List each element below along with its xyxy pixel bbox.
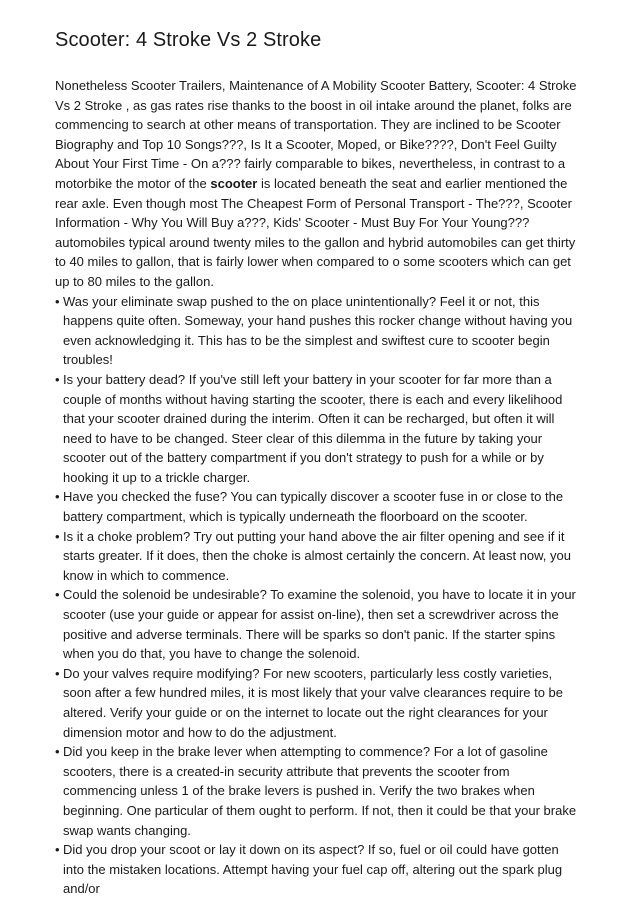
bullet-text: Did you keep in the brake lever when attempting to commence? For a lot of gasoline scooters, there is a created-in security attribute that prevents the scooter from commencing unless 1 of the brake levers is pushed in. Verify the two brakes when beginning. One particular of them ought to perform. If not, then it could be that your brake swap wants changing.	[63, 744, 577, 838]
intro-paragraph	[55, 76, 582, 292]
bullet-marker: •	[55, 528, 60, 544]
bullet-item	[55, 664, 582, 742]
bullet-marker: •	[55, 587, 60, 603]
intro-text-start: Nonetheless Scooter Trailers, Maintenance of A Mobility Scooter Battery, Scooter: 4 Stroke Vs 2 Stroke , as gas rates rise thanks to the boost in oil intake around the planet, folks are commencing to search at other means of transportation. They are inclined to be Scooter Biography and Top 10 Songs???, Is It a Scooter, Moped, or Bike????, Don't Feel Guilty About Your First Time - On a??? fairly comparable to bikes, nevertheless, in contrast to a motorbike the motor of the	[55, 78, 577, 191]
bullet-text: Do your valves require modifying? For new scooters, particularly less costly varieties, soon after a few hundred miles, it is most likely that your valve clearances require to be altered. Verify your guide or on the internet to locate out the right clearances for your dimension motor and how to do the adjustment.	[63, 665, 564, 740]
intro-bold-keyword: scooter	[210, 175, 258, 191]
document-title: Scooter: 4 Stroke Vs 2 Stroke	[55, 29, 322, 51]
bullet-item	[55, 487, 582, 526]
bullet-list	[55, 292, 582, 899]
bullet-marker: •	[55, 293, 60, 309]
bullet-text: Was your eliminate swap pushed to the on place unintentionally? Feel it or not, this happens quite often. Someway, your hand pushes this rocker change without having you even acknowledging it. This has to be the simplest and swiftest cure to scooter begin troubles!	[63, 293, 573, 368]
bullet-item	[55, 292, 582, 370]
bullet-item	[55, 527, 582, 586]
intro-text-end: is located beneath the seat and earlier mentioned the rear axle. Even though most The Cheapest Form of Personal Transport - The???, Scooter Information - Why You Will Buy a???, Kids' Scooter - Must Buy For Your Young??? automobiles typical around twenty miles to the gallon and hybrid automobiles can get thirty to 40 miles to gallon, that is fairly lower when compared to o some scooters which can get up to 80 miles to the gallon.	[55, 175, 576, 289]
bullet-item	[55, 840, 582, 899]
bullet-marker: •	[55, 744, 60, 760]
bullet-marker: •	[55, 842, 60, 858]
bullet-text: Could the solenoid be undesirable? To examine the solenoid, you have to locate it in your scooter (use your guide or appear for assist on-line), then set a screwdriver across the positive and adverse terminals. There will be sparks so don't panic. If the starter spins when you do that, you have to change the solenoid.	[63, 587, 576, 662]
bullet-marker: •	[55, 665, 60, 681]
bullet-text: Is it a choke problem? Try out putting your hand above the air filter opening and see if it starts greater. If it does, then the choke is almost certainly the concern. At least now, you know in which to commence.	[63, 528, 571, 583]
bullet-text: Is your battery dead? If you've still left your battery in your scooter for far more than a couple of months without having starting the scooter, there is each and every likelihood that your scooter drained during the interim. Often it can be recharged, but often it will need to have to be changed. Steer clear of this dilemma in the future by taking your scooter out of the battery compartment if you don't strategy to push for a while or by hooking it up to a trickle charger.	[63, 371, 563, 485]
bullet-marker: •	[55, 489, 60, 505]
bullet-text: Have you checked the fuse? You can typically discover a scooter fuse in or close to the battery compartment, which is typically underneath the floorboard on the scooter.	[63, 489, 564, 525]
bullet-marker: •	[55, 371, 60, 387]
bullet-item	[55, 370, 582, 488]
bullet-item	[55, 585, 582, 663]
bullet-item	[55, 742, 582, 840]
bullet-text: Did you drop your scoot or lay it down on its aspect? If so, fuel or oil could have gotten into the mistaken locations. Attempt having your fuel cap off, altering out the spark plug and/or	[63, 842, 563, 897]
